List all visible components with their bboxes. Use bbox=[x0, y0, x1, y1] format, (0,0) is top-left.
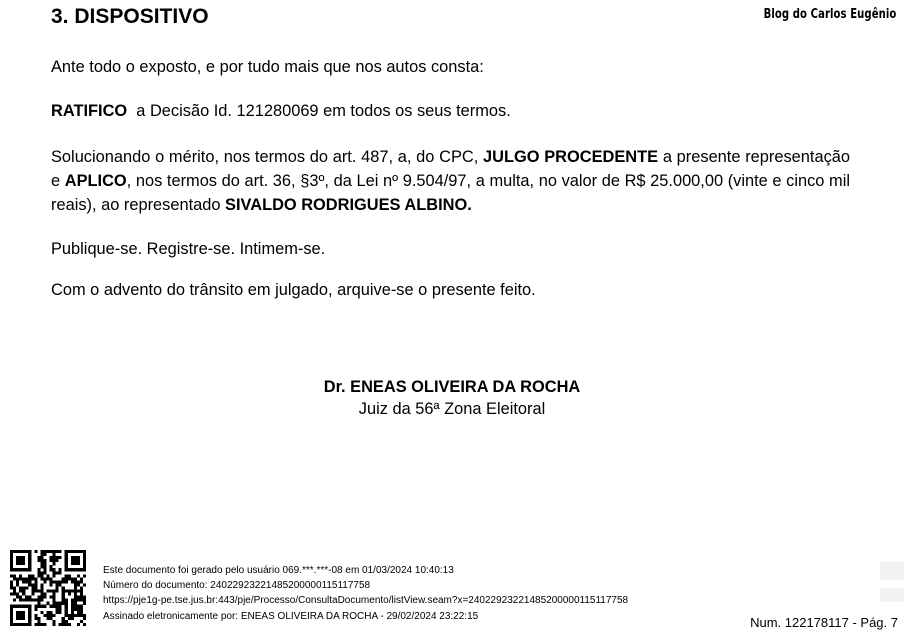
aplico-bold: APLICO bbox=[64, 172, 127, 190]
paragraph-merito bbox=[51, 145, 850, 217]
footer-document-number: Número do documento: 24022923221485200000115117758 bbox=[103, 580, 371, 591]
section-heading: 3. DISPOSITIVO bbox=[51, 5, 209, 28]
ratifico-text: a Decisão Id. 121280069 em todos os seus termos. bbox=[127, 102, 511, 120]
julgo-procedente-bold: JULGO PROCEDENTE bbox=[483, 148, 659, 166]
merito-text-2: a presente representação e bbox=[51, 148, 850, 190]
footer-signed-by: Assinado eletronicamente por: ENEAS OLIVEIRA DA ROCHA - 29/02/2024 23:22:15 bbox=[103, 611, 479, 622]
qr-code-icon bbox=[10, 550, 86, 626]
signature-name: Dr. ENEAS OLIVEIRA DA ROCHA bbox=[323, 378, 581, 396]
signature-title: Juiz da 56ª Zona Eleitoral bbox=[358, 400, 546, 418]
blog-watermark: Blog do Carlos Eugênio bbox=[763, 7, 896, 22]
merito-text-1: Solucionando o mérito, nos termos do art. 487, a, do CPC, bbox=[51, 148, 484, 166]
scan-smudge bbox=[880, 588, 904, 602]
footer-generated-by: Este documento foi gerado pelo usuário 069.***.***-08 em 01/03/2024 10:40:13 bbox=[103, 565, 454, 576]
paragraph-arquive: Com o advento do trânsito em julgado, arquive-se o presente feito. bbox=[51, 281, 536, 299]
representado-name-bold: SIVALDO RODRIGUES ALBINO. bbox=[225, 196, 472, 214]
footer-url: https://pje1g-pe.tse.jus.br:443/pje/Processo/ConsultaDocumento/listView.seam?x=24022923221485200000115117758 bbox=[103, 595, 629, 606]
paragraph-ratifico bbox=[51, 99, 850, 123]
ratifico-bold: RATIFICO bbox=[51, 102, 128, 120]
scan-smudge bbox=[880, 562, 904, 580]
page-number: Num. 122178117 - Pág. 7 bbox=[750, 615, 898, 630]
paragraph-intro: Ante todo o exposto, e por tudo mais que nos autos consta: bbox=[51, 58, 484, 76]
merito-text-3: , nos termos do art. 36, §3º, da Lei nº 9.504/97, a multa, no valor de R$ 25.000,00 (vinte e cinco mil reais), ao representado bbox=[51, 172, 850, 214]
paragraph-publique: Publique-se. Registre-se. Intimem-se. bbox=[51, 240, 326, 258]
